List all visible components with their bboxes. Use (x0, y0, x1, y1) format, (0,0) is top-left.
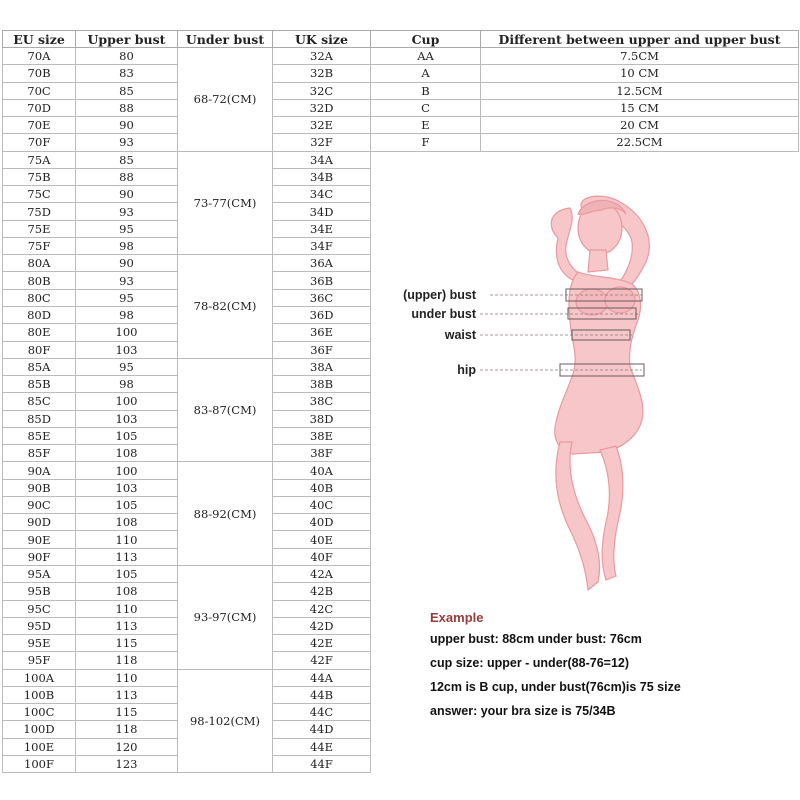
cell-upper-bust: 115 (76, 635, 178, 652)
cell-upper-bust: 110 (76, 669, 178, 686)
cell-uk-size: 38E (273, 427, 371, 444)
cell-eu-size: 100F (3, 755, 76, 772)
cell-upper-bust: 90 (76, 117, 178, 134)
cell-uk-size: 32E (273, 117, 371, 134)
cell-upper-bust: 100 (76, 393, 178, 410)
cell-upper-bust: 90 (76, 255, 178, 272)
cell-eu-size: 70A (3, 48, 76, 65)
cell-under-bust-range: 88-92(CM) (178, 462, 273, 566)
example-title: Example (430, 610, 484, 625)
cell-eu-size: 70B (3, 65, 76, 82)
cell-eu-size: 90E (3, 531, 76, 548)
cell-upper-bust: 103 (76, 341, 178, 358)
cell-uk-size: 44B (273, 686, 371, 703)
cell-eu-size: 100B (3, 686, 76, 703)
cell-uk-size: 40A (273, 462, 371, 479)
cell-uk-size: 34E (273, 220, 371, 237)
cell-upper-bust: 93 (76, 134, 178, 151)
cell-uk-size: 34F (273, 237, 371, 254)
cell-upper-bust: 118 (76, 652, 178, 669)
cell-upper-bust: 85 (76, 82, 178, 99)
cell-uk-size: 42A (273, 565, 371, 582)
cell-uk-size: 38D (273, 410, 371, 427)
header-cup: Cup (371, 31, 481, 48)
cell-under-bust-range: 73-77(CM) (178, 151, 273, 255)
cell-upper-bust: 113 (76, 686, 178, 703)
cell-upper-bust: 98 (76, 306, 178, 323)
cell-upper-bust: 98 (76, 376, 178, 393)
cell-uk-size: 44E (273, 738, 371, 755)
cell-uk-size: 32A (273, 48, 371, 65)
cell-eu-size: 90D (3, 514, 76, 531)
cell-uk-size: 40B (273, 479, 371, 496)
cell-cup: B (371, 82, 481, 99)
size-table-row (3, 48, 371, 65)
cell-upper-bust: 115 (76, 704, 178, 721)
cell-upper-bust: 80 (76, 48, 178, 65)
header-uk-size: UK size (273, 31, 371, 48)
cell-difference: 20 CM (481, 117, 799, 134)
example-line-1: upper bust: 88cm under bust: 76cm (430, 632, 642, 646)
cell-upper-bust: 108 (76, 445, 178, 462)
cell-upper-bust: 98 (76, 237, 178, 254)
cup-table-row (371, 99, 799, 116)
size-table-row (3, 255, 371, 272)
cell-upper-bust: 120 (76, 738, 178, 755)
size-table-row (3, 358, 371, 375)
cell-difference: 10 CM (481, 65, 799, 82)
cell-uk-size: 34C (273, 186, 371, 203)
cell-upper-bust: 123 (76, 755, 178, 772)
cell-upper-bust: 85 (76, 151, 178, 168)
cell-cup: E (371, 117, 481, 134)
cell-eu-size: 85A (3, 358, 76, 375)
cell-uk-size: 34B (273, 168, 371, 185)
label-waist: waist (444, 328, 476, 342)
label-upper-bust: (upper) bust (403, 288, 476, 302)
cell-eu-size: 75A (3, 151, 76, 168)
size-table-row (3, 462, 371, 479)
cell-eu-size: 100C (3, 704, 76, 721)
cell-eu-size: 80E (3, 324, 76, 341)
cell-eu-size: 95A (3, 565, 76, 582)
cell-eu-size: 95D (3, 617, 76, 634)
cell-difference: 22.5CM (481, 134, 799, 151)
cell-uk-size: 40E (273, 531, 371, 548)
cell-eu-size: 95B (3, 583, 76, 600)
size-chart-table (2, 30, 371, 773)
female-body-silhouette (551, 196, 649, 590)
cell-upper-bust: 88 (76, 99, 178, 116)
cell-upper-bust: 100 (76, 324, 178, 341)
cell-difference: 12.5CM (481, 82, 799, 99)
header-eu-size: EU size (3, 31, 76, 48)
cup-table-row (371, 65, 799, 82)
cell-eu-size: 90C (3, 496, 76, 513)
cell-eu-size: 75E (3, 220, 76, 237)
body-measurement-illustration (380, 180, 680, 600)
cup-table-row (371, 82, 799, 99)
cell-uk-size: 44D (273, 721, 371, 738)
cell-uk-size: 36F (273, 341, 371, 358)
cell-uk-size: 42C (273, 600, 371, 617)
cell-upper-bust: 100 (76, 462, 178, 479)
cell-eu-size: 80B (3, 272, 76, 289)
cup-table-header-row (371, 31, 799, 48)
cell-under-bust-range: 68-72(CM) (178, 48, 273, 152)
cup-table-row (371, 134, 799, 151)
cell-eu-size: 85C (3, 393, 76, 410)
cell-uk-size: 42B (273, 583, 371, 600)
cell-uk-size: 40F (273, 548, 371, 565)
cell-uk-size: 42E (273, 635, 371, 652)
cell-eu-size: 95F (3, 652, 76, 669)
cell-eu-size: 85D (3, 410, 76, 427)
cell-uk-size: 34A (273, 151, 371, 168)
cell-eu-size: 80D (3, 306, 76, 323)
cell-eu-size: 90F (3, 548, 76, 565)
cell-upper-bust: 113 (76, 548, 178, 565)
cell-cup: A (371, 65, 481, 82)
cell-uk-size: 36B (273, 272, 371, 289)
header-difference: Different between upper and upper bust (481, 31, 799, 48)
cell-uk-size: 38B (273, 376, 371, 393)
cell-eu-size: 80C (3, 289, 76, 306)
example-section (430, 610, 681, 728)
cell-uk-size: 34D (273, 203, 371, 220)
cell-eu-size: 85E (3, 427, 76, 444)
cell-uk-size: 44F (273, 755, 371, 772)
cell-upper-bust: 110 (76, 600, 178, 617)
cell-uk-size: 40C (273, 496, 371, 513)
cell-uk-size: 32C (273, 82, 371, 99)
cell-eu-size: 70F (3, 134, 76, 151)
cell-upper-bust: 103 (76, 479, 178, 496)
size-table-header-row (3, 31, 371, 48)
cell-uk-size: 36E (273, 324, 371, 341)
label-under-bust: under bust (411, 307, 476, 321)
cell-eu-size: 75B (3, 168, 76, 185)
cell-uk-size: 40D (273, 514, 371, 531)
cell-eu-size: 95C (3, 600, 76, 617)
cell-upper-bust: 113 (76, 617, 178, 634)
cell-under-bust-range: 93-97(CM) (178, 565, 273, 669)
cup-table-row (371, 117, 799, 134)
cell-uk-size: 42D (273, 617, 371, 634)
cell-difference: 15 CM (481, 99, 799, 116)
cell-upper-bust: 118 (76, 721, 178, 738)
cell-upper-bust: 95 (76, 220, 178, 237)
cell-upper-bust: 93 (76, 272, 178, 289)
cell-eu-size: 100A (3, 669, 76, 686)
cell-under-bust-range: 98-102(CM) (178, 669, 273, 773)
cell-cup: C (371, 99, 481, 116)
cell-upper-bust: 105 (76, 565, 178, 582)
cell-eu-size: 90A (3, 462, 76, 479)
cell-uk-size: 32B (273, 65, 371, 82)
cell-eu-size: 85F (3, 445, 76, 462)
cell-eu-size: 75C (3, 186, 76, 203)
size-table-body (3, 48, 371, 773)
cell-upper-bust: 90 (76, 186, 178, 203)
size-table-row (3, 151, 371, 168)
cell-under-bust-range: 78-82(CM) (178, 255, 273, 359)
cell-upper-bust: 110 (76, 531, 178, 548)
cell-uk-size: 38C (273, 393, 371, 410)
cell-uk-size: 42F (273, 652, 371, 669)
cell-cup: AA (371, 48, 481, 65)
label-hip: hip (457, 363, 476, 377)
cell-difference: 7.5CM (481, 48, 799, 65)
cup-difference-table (370, 30, 799, 152)
cell-eu-size: 75D (3, 203, 76, 220)
cell-upper-bust: 95 (76, 358, 178, 375)
cup-table-body (371, 48, 799, 152)
cell-upper-bust: 88 (76, 168, 178, 185)
cell-eu-size: 80A (3, 255, 76, 272)
cell-uk-size: 32D (273, 99, 371, 116)
cell-uk-size: 44A (273, 669, 371, 686)
size-table-row (3, 669, 371, 686)
cell-eu-size: 90B (3, 479, 76, 496)
cell-eu-size: 70E (3, 117, 76, 134)
cell-uk-size: 38F (273, 445, 371, 462)
cell-uk-size: 36C (273, 289, 371, 306)
cell-upper-bust: 103 (76, 410, 178, 427)
cell-eu-size: 95E (3, 635, 76, 652)
example-line-3: 12cm is B cup, under bust(76cm)is 75 size (430, 680, 681, 694)
header-upper-bust: Upper bust (76, 31, 178, 48)
cell-eu-size: 100E (3, 738, 76, 755)
cell-uk-size: 36D (273, 306, 371, 323)
cell-upper-bust: 83 (76, 65, 178, 82)
cell-upper-bust: 108 (76, 583, 178, 600)
cell-uk-size: 36A (273, 255, 371, 272)
cell-eu-size: 70C (3, 82, 76, 99)
cell-eu-size: 80F (3, 341, 76, 358)
cell-cup: F (371, 134, 481, 151)
cell-eu-size: 85B (3, 376, 76, 393)
cell-upper-bust: 93 (76, 203, 178, 220)
cell-upper-bust: 108 (76, 514, 178, 531)
cup-table-row (371, 48, 799, 65)
size-table-row (3, 565, 371, 582)
cell-eu-size: 100D (3, 721, 76, 738)
cell-upper-bust: 105 (76, 496, 178, 513)
cell-eu-size: 70D (3, 99, 76, 116)
header-under-bust: Under bust (178, 31, 273, 48)
cell-uk-size: 44C (273, 704, 371, 721)
cell-eu-size: 75F (3, 237, 76, 254)
cell-upper-bust: 95 (76, 289, 178, 306)
example-line-4: answer: your bra size is 75/34B (430, 704, 616, 718)
cell-uk-size: 32F (273, 134, 371, 151)
example-line-2: cup size: upper - under(88-76=12) (430, 656, 630, 670)
cell-uk-size: 38A (273, 358, 371, 375)
cell-upper-bust: 105 (76, 427, 178, 444)
cell-under-bust-range: 83-87(CM) (178, 358, 273, 462)
